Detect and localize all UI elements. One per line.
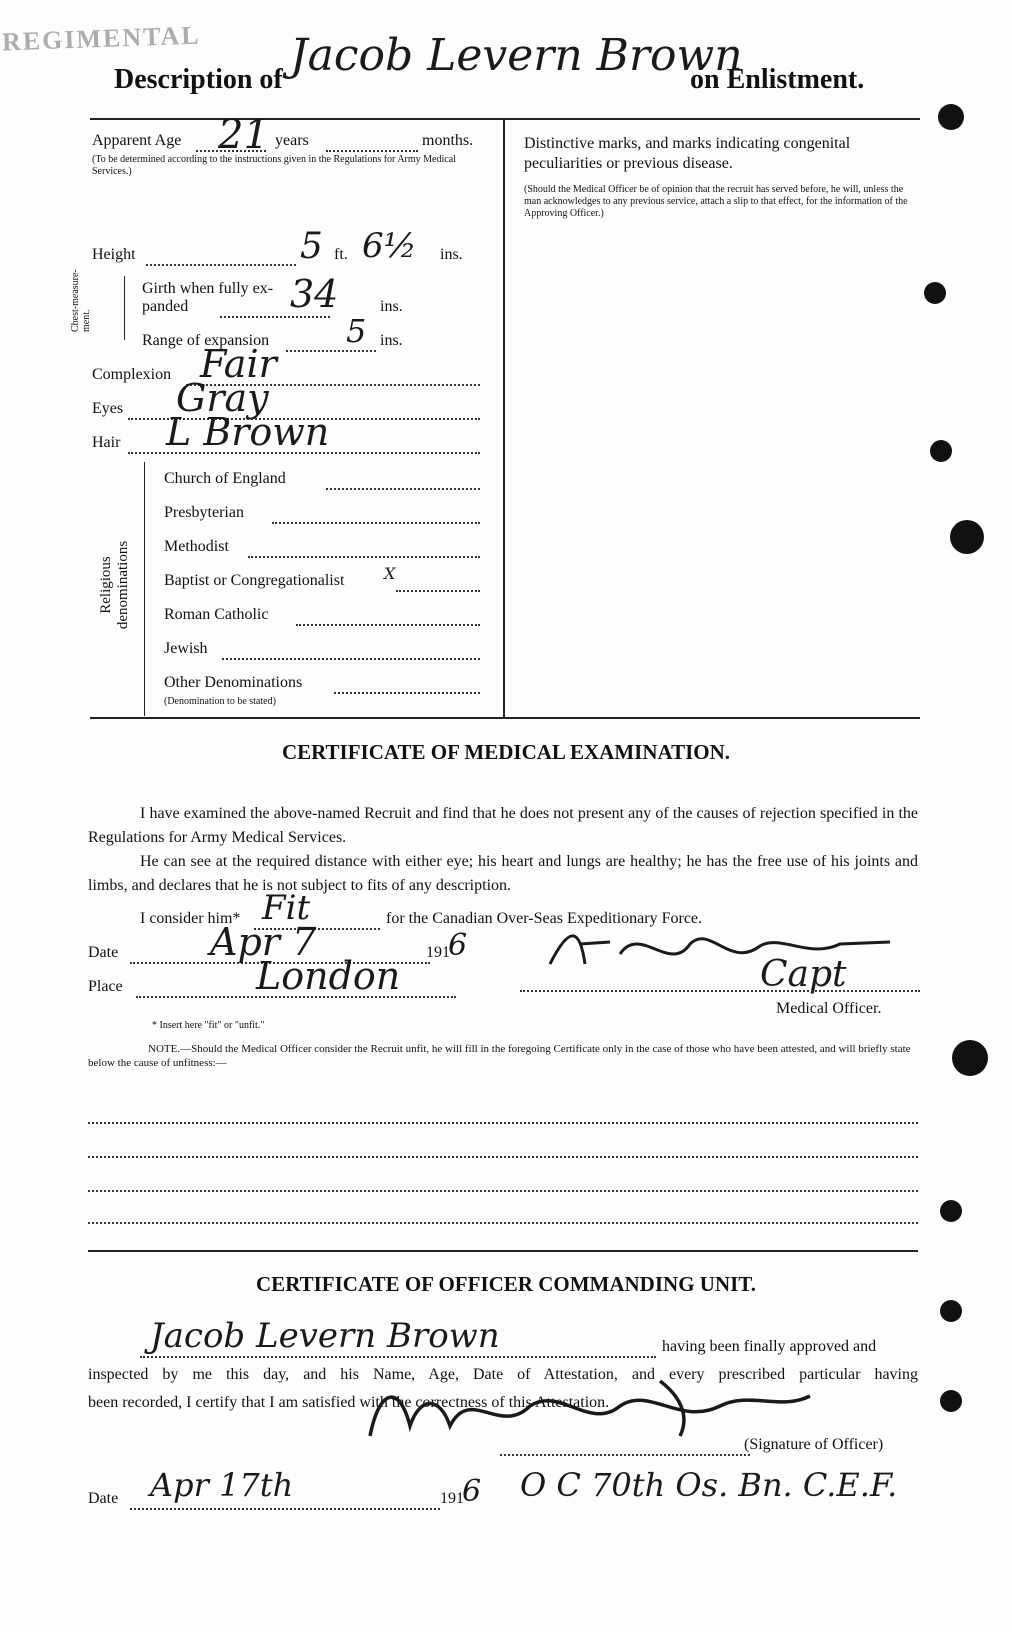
commanding-date-label: Date <box>88 1490 119 1507</box>
religion-methodist: Methodist <box>164 538 229 555</box>
punch-hole <box>940 1200 962 1222</box>
recruit-name: Jacob Levern Brown <box>290 30 743 81</box>
medical-para-1: I have examined the above-named Recruit and find that he does not present any of the causes of rejection specified in the Regulations for Army Medical Services. <box>88 805 918 846</box>
punch-hole <box>940 1300 962 1322</box>
medical-officer-rank: Capt <box>760 954 847 995</box>
religion-jewish: Jewish <box>164 640 208 657</box>
medical-heading: CERTIFICATE OF MEDICAL EXAMINATION. <box>281 740 731 764</box>
place-value: London <box>256 954 401 998</box>
religion-other: Other Denominations <box>164 674 303 691</box>
commanding-year-prefix: 191 <box>440 1490 464 1507</box>
commanding-unit-value: O C 70th Os. Bn. C.E.F. <box>520 1466 898 1504</box>
apparent-age-label: Apparent Age <box>92 132 182 149</box>
punch-hole <box>930 440 952 462</box>
height-ft-value: 5 <box>300 226 323 267</box>
unfitness-line <box>88 1156 918 1158</box>
column-divider <box>503 118 505 718</box>
eyes-value: Gray <box>176 376 269 420</box>
complexion-label: Complexion <box>92 366 172 383</box>
punch-hole <box>952 1040 988 1076</box>
section-rule <box>88 1250 918 1252</box>
title-rule <box>90 118 920 120</box>
punch-hole <box>924 282 946 304</box>
consider-prefix: I consider him* <box>140 910 241 927</box>
religion-bracket <box>144 462 145 716</box>
religion-church-of-england: Church of England <box>164 470 286 487</box>
hair-label: Hair <box>92 434 121 451</box>
months-label: months. <box>422 132 474 149</box>
range-value: 5 <box>346 312 367 350</box>
medical-year-value: 6 <box>448 928 468 963</box>
medical-date-label: Date <box>88 944 119 961</box>
place-label: Place <box>88 978 123 995</box>
commanding-heading: CERTIFICATE OF OFFICER COMMANDING UNIT. <box>256 1272 756 1296</box>
regimental-stamp: REGIMENTAL <box>1 20 202 57</box>
punch-hole <box>940 1390 962 1412</box>
age-note: (To be determined according to the instructions given in the Regulations for Army Medical Services.) <box>92 154 456 177</box>
commanding-text-1: having been finally approved and <box>662 1338 877 1355</box>
title-suffix: on Enlistment. <box>690 64 865 95</box>
religion-baptist-mark: X <box>384 564 396 583</box>
range-label: Range of expansion <box>142 332 270 349</box>
commanding-text-3: been recorded, I certify that I am satisfied with the correctness of this Attestation. <box>88 1394 610 1411</box>
unfitness-line <box>88 1190 918 1192</box>
punch-hole <box>950 520 984 554</box>
commanding-year-value: 6 <box>462 1474 482 1509</box>
height-label: Height <box>92 246 136 263</box>
commanding-text-2: inspected by me this day, and his Name, Age, Date of Attestation, and every prescribed particular having <box>88 1366 918 1383</box>
hair-value: L Brown <box>166 410 330 454</box>
title-prefix: Description of <box>114 64 283 95</box>
commanding-date-value: Apr 17th <box>150 1466 294 1504</box>
commanding-name-value: Jacob Levern Brown <box>150 1316 500 1356</box>
medical-officer-title: Medical Officer. <box>776 1000 882 1017</box>
signature-of-officer-label: (Signature of Officer) <box>744 1436 884 1453</box>
section-rule <box>90 717 920 719</box>
range-ins-label: ins. <box>380 332 403 349</box>
marks-note: (Should the Medical Officer be of opinion that the recruit has served before, he will, unless the man acknowledges to any previous service, attach a slip to that effect, for the information of the Approving Officer.) <box>524 184 908 219</box>
religion-roman-catholic: Roman Catholic <box>164 606 269 623</box>
girth-label-2: panded <box>142 298 189 315</box>
religion-label: Religious denominations <box>98 540 131 630</box>
medical-para-2: He can see at the required distance with either eye; his heart and lungs are healthy; he has the free use of his joints and limbs, and declares that he is not subject to fits of any description. <box>88 853 918 894</box>
chest-label: Chest-measure-ment. <box>70 269 92 332</box>
medical-note: NOTE.—Should the Medical Officer consider the Recruit unfit, he will fill in the foregoing Certificate only in the case of those who have been attested, and will briefly state below the cause of unfitness:— <box>88 1043 911 1069</box>
years-label: years <box>275 132 309 149</box>
religion-presbyterian: Presbyterian <box>164 504 244 521</box>
marks-heading: Distinctive marks, and marks indicating congenital peculiarities or previous disease. <box>524 135 851 172</box>
girth-label-1: Girth when fully ex- <box>142 280 274 297</box>
height-in-value: 6½ <box>362 226 417 266</box>
unfitness-line <box>88 1122 918 1124</box>
chest-bracket <box>124 276 125 340</box>
punch-hole <box>938 104 964 130</box>
consider-value: Fit <box>262 888 311 928</box>
height-ins-label: ins. <box>440 246 463 263</box>
medical-date-value: Apr 7 <box>210 920 317 964</box>
religion-other-note: (Denomination to be stated) <box>164 696 276 707</box>
apparent-age-value: 21 <box>218 112 269 158</box>
medical-year-prefix: 191 <box>426 944 450 961</box>
girth-value: 34 <box>290 272 339 316</box>
girth-ins-label: ins. <box>380 298 403 315</box>
religion-baptist: Baptist or Congregationalist <box>164 572 345 589</box>
insert-note: * Insert here "fit" or "unfit." <box>152 1020 265 1031</box>
complexion-value: Fair <box>200 342 277 386</box>
unfitness-line <box>88 1222 918 1224</box>
consider-suffix: for the Canadian Over-Seas Expeditionary Force. <box>386 910 703 927</box>
eyes-label: Eyes <box>92 400 124 417</box>
ft-label: ft. <box>334 246 348 263</box>
